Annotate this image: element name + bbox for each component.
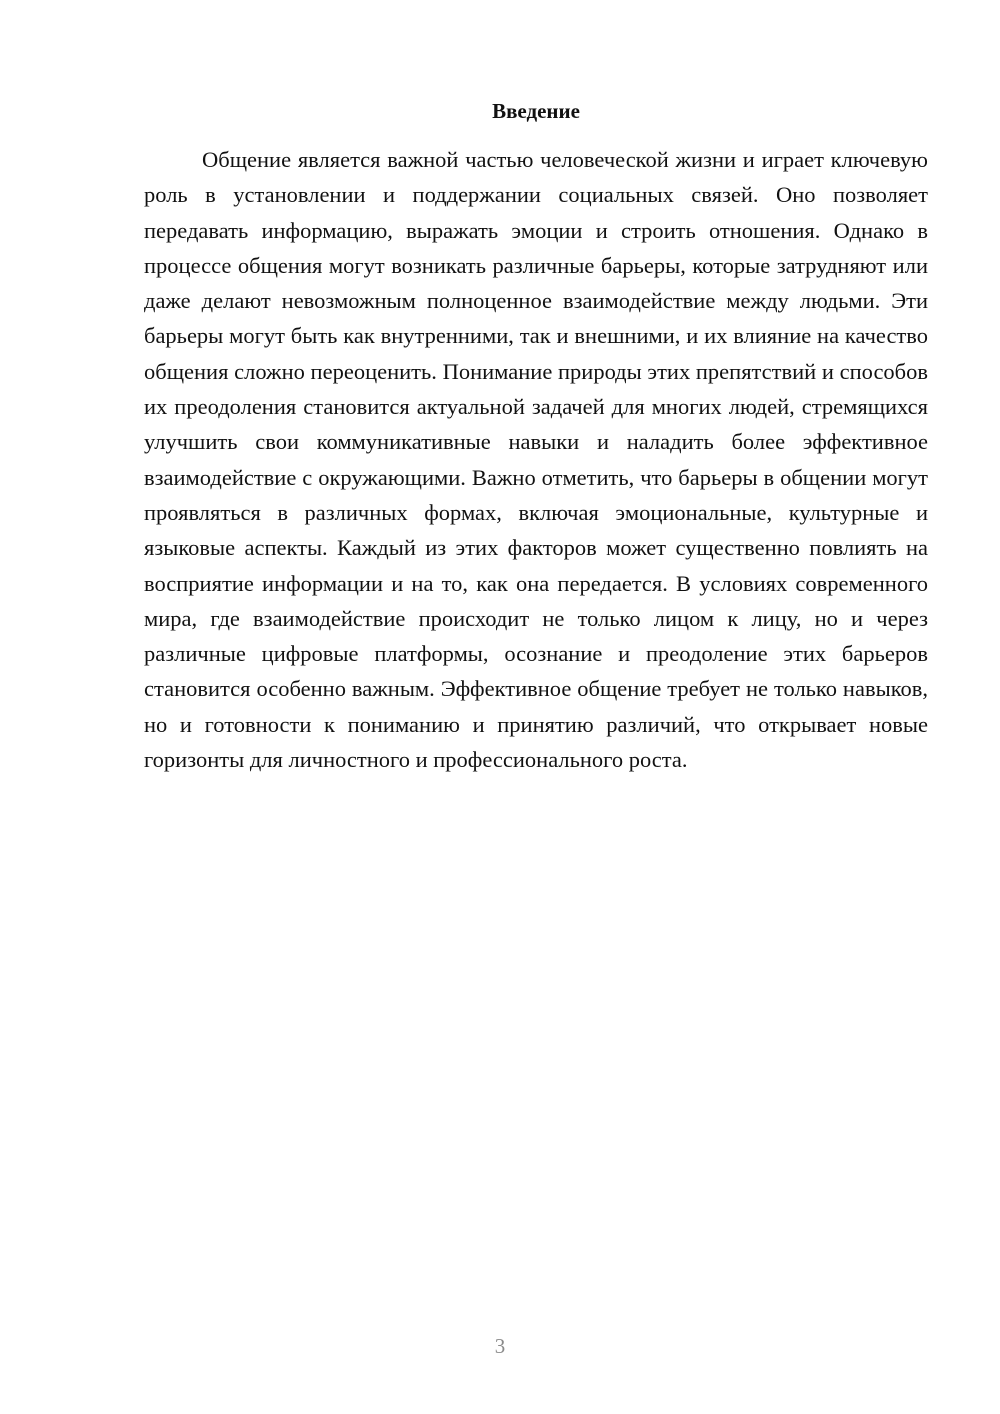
page-number: 3: [494, 1334, 506, 1358]
section-heading: Введение: [492, 99, 580, 123]
body-paragraph: Общение является важной частью человеческой жизни и играет ключевую роль в установлении и поддержании социальных связей. Оно позволяет передавать информацию, выражать эмоции и строить отношения. Однако в процессе общения могут возникать различные барьеры, которые затрудняют или даже делают невозможным полноценное взаимодействие между людьми. Эти барьеры могут быть как внутренними, так и внешними, и их влияние на качество общения сложно переоценить. Понимание природы этих препятствий и способов их преодоления становится актуальной задачей для многих людей, стремящихся улучшить свои коммуникативные навыки и наладить более эффективное взаимодействие с окружающими. Важно отметить, что барьеры в общении могут проявляться в различных формах, включая эмоциональные, культурные и языковые аспекты. Каждый из этих факторов может существенно повлиять на восприятие информации и на то, как она передается. В условиях современного мира, где взаимодействие происходит не только лицом к лицу, но и через различные цифровые платформы, осознание и преодоление этих барьеров становится особенно важным. Эффективное общение требует не только навыков, но и готовности к пониманию и принятию различий, что открывает новые горизонты для личностного и профессионального роста.: [144, 147, 928, 773]
